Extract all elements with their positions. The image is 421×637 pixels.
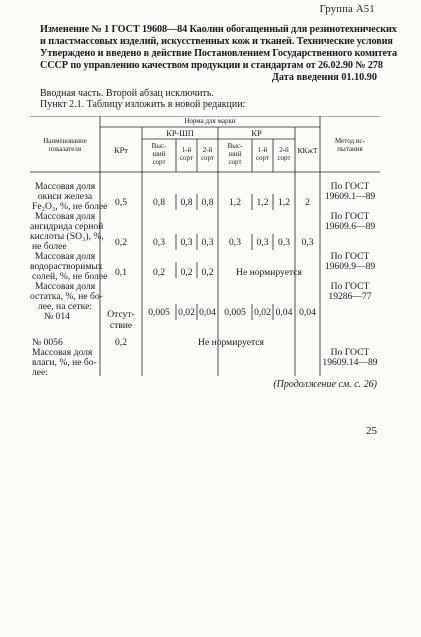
row2-label-4: не более (32, 241, 67, 252)
row4-shp-2: 0,04 (199, 307, 216, 318)
row1-kkjt: 2 (305, 197, 310, 208)
row5-method-1: По ГОСТ (330, 347, 370, 358)
sort-top-shp-3: сорт (152, 158, 166, 166)
row3-method-1: По ГОСТ (330, 251, 370, 262)
sort-top-kr-3: сорт (228, 158, 242, 166)
row4-shp-top: 0,005 (148, 307, 170, 318)
sort-1-shp-1: 1-й (181, 146, 192, 154)
group-label: Группа А51 (319, 4, 375, 15)
row3-label-1: Массовая доля (34, 251, 96, 262)
row4-kr-1: 0,02 (254, 307, 271, 318)
sort-2-shp-1: 2-й (202, 146, 213, 154)
sort-1-kr-2: сорт (255, 154, 270, 162)
grade-kr: КР (251, 129, 262, 138)
row4-label-4: № 014 (44, 311, 70, 322)
row2-shp-top: 0,3 (153, 237, 165, 248)
sort-1-shp-2: сорт (179, 154, 194, 162)
row1-shp-2: 0,8 (201, 197, 214, 208)
row1-kr-2: 1,2 (278, 197, 290, 208)
row4-label-3: лее, на сетке: (37, 301, 93, 312)
row1-label-1: Массовая доля (34, 181, 96, 192)
row1-kr-1: 1,2 (256, 197, 269, 208)
grade-krt: КРт (114, 146, 128, 155)
row2-krt: 0,2 (115, 237, 127, 248)
row3-krt: 0,1 (115, 267, 127, 278)
row2-label-3: кислоты (SO₃), %, (30, 231, 104, 242)
row4-method-1: По ГОСТ (330, 281, 370, 292)
requirements-table (30, 116, 380, 376)
grade-kr-shp: КР-ШП (166, 129, 194, 138)
row5-krt: 0,2 (115, 337, 127, 348)
row4-krt-1: Отсут- (107, 309, 135, 320)
sort-top-kr-1: Выс- (227, 142, 243, 150)
row2-method-1: По ГОСТ (330, 211, 370, 222)
row3-label-2: водорастворимых (30, 261, 103, 272)
col-indicator-line-2: показателя (48, 145, 82, 153)
intro-line-2: Пункт 2.1. Таблицу изложить в новой редакции: (40, 99, 246, 110)
col-norm: Норма для марки (184, 117, 236, 125)
row4-label-1: Массовая доля (34, 281, 96, 292)
effective-date: Дата введения 01.10.90 (271, 72, 377, 83)
row2-kr-2: 0,3 (278, 237, 290, 248)
intro-line-1: Вводная часть. Второй абзац исключить. (40, 88, 214, 99)
row5-label-1: № 0056 (32, 337, 63, 348)
sort-2-kr-2: сорт (277, 154, 291, 162)
sort-1-kr-1: 1-й (257, 146, 268, 154)
row2-method-2: 19609.6—89 (324, 221, 376, 232)
row1-method-1: По ГОСТ (330, 181, 370, 192)
header-line-1: Изменение № 1 ГОСТ 19608—84 Каолин обогащенный для резинотехнических (40, 24, 397, 35)
row1-krt: 0,5 (115, 197, 127, 208)
row3-shp-1: 0,2 (180, 267, 193, 278)
row2-shp-2: 0,3 (201, 237, 214, 248)
row5-label-3: влаги, %, не бо- (32, 357, 97, 368)
sort-top-kr-2: ший (228, 150, 242, 158)
row4-kr-2: 0,04 (275, 307, 293, 318)
continuation-note: (Продолжение см. с. 26) (273, 379, 377, 390)
col-method-line-2: пытания (337, 145, 363, 153)
row1-kr-top: 1,2 (229, 197, 241, 208)
grade-kkjt: ККжТ (297, 146, 318, 155)
row3-method-2: 19609.9—89 (324, 261, 376, 272)
row4-krt-2: ствие (109, 320, 133, 331)
col-indicator-line-1: Наименование (43, 137, 87, 145)
row3-not-regulated: Не нормируется (236, 267, 302, 278)
row2-kr-top: 0,3 (229, 237, 241, 248)
row5-label-4: лее: (32, 367, 48, 378)
row5-label-2: Массовая доля (32, 347, 93, 358)
row2-kkjt: 0,3 (301, 237, 314, 248)
row1-label-2: окиси железа (37, 191, 93, 202)
row4-label-2: остатка, %, не бо- (30, 291, 103, 302)
row1-label-3: Fe₂O₃, %, не более (32, 201, 108, 212)
row1-method-2: 19609.1—89 (324, 191, 376, 202)
row2-label-2: ангидрида серной (30, 221, 104, 232)
sort-2-kr-1: 2-й (279, 146, 289, 154)
row5-not-regulated: Не нормируется (198, 337, 264, 348)
row3-label-3: солей, %, не более (32, 271, 108, 282)
row3-shp-top: 0,2 (153, 267, 165, 278)
row5-method-2: 19609.14—89 (322, 357, 378, 368)
row4-kkjt: 0,04 (299, 307, 316, 318)
row4-shp-1: 0,02 (178, 307, 195, 318)
sort-top-shp-1: Выс- (151, 142, 167, 150)
row3-shp-2: 0,2 (201, 267, 214, 278)
header-line-3: Утверждено и введено в действие Постановлением Государственного комитета (40, 48, 397, 59)
col-method-line-1: Метод ис- (335, 137, 365, 145)
row2-shp-1: 0,3 (180, 237, 193, 248)
row4-method-2: 19286—77 (328, 291, 372, 302)
header-line-4: СССР по управлению качеством продукции и стандартам от 26.02.90 № 278 (40, 60, 383, 71)
page-number: 25 (366, 425, 377, 437)
sort-top-shp-2: ший (152, 150, 166, 158)
row2-label-1: Массовая доля (34, 211, 96, 222)
header-line-2: и пластмассовых изделий, искусственных кож и тканей. Технические условия (40, 36, 393, 47)
row2-kr-1: 0,3 (256, 237, 269, 248)
row1-shp-top: 0,8 (153, 197, 165, 208)
sort-2-shp-2: сорт (200, 154, 215, 162)
row1-shp-1: 0,8 (180, 197, 193, 208)
row4-kr-top: 0,005 (224, 307, 246, 318)
